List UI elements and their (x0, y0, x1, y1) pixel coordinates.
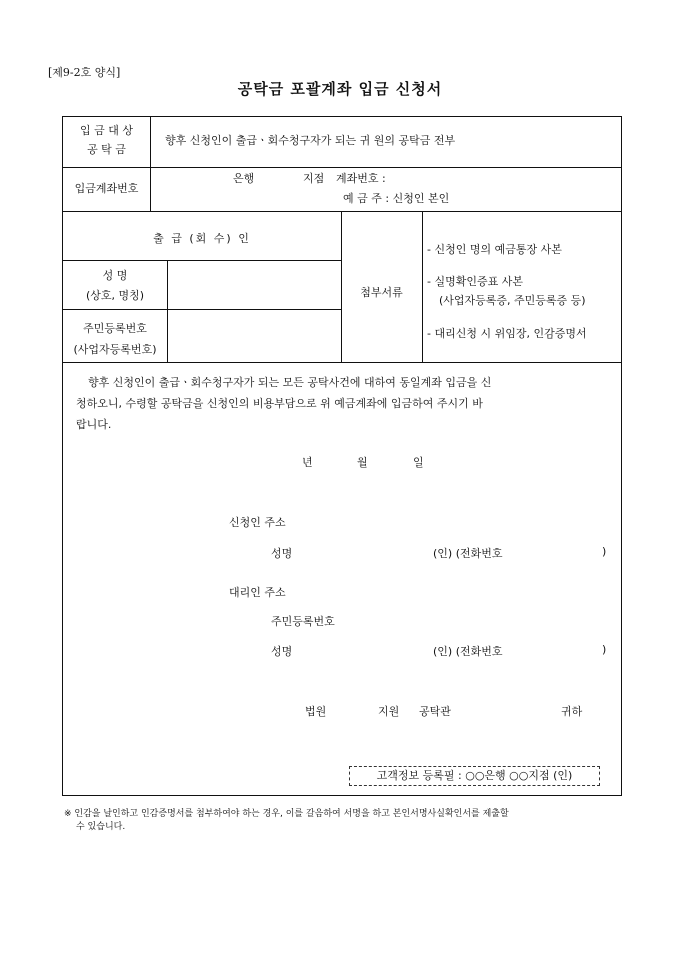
deposit-target-value: 향후 신청인이 출급ㆍ회수청구자가 되는 귀 원의 공탁금 전부 (165, 134, 456, 147)
divider (63, 362, 621, 363)
account-number-label: 입금계좌번호 (74, 182, 139, 195)
claimant-name-label: (상호, 명칭) (85, 289, 145, 302)
divider (63, 167, 621, 168)
recipient-officer: 공탁관 (419, 705, 451, 718)
footnote-line: 수 있습니다. (76, 822, 126, 832)
agent-id-label: 주민등록번호 (271, 615, 335, 628)
date-month[interactable]: 월 (357, 456, 368, 469)
applicant-address-label: 신청인 주소 (229, 516, 286, 529)
applicant-phone-close: ) (602, 545, 607, 558)
claimant-id-label: 주민등록번호 (83, 322, 147, 335)
attachments-label: 첨부서류 (360, 286, 403, 299)
date-day[interactable]: 일 (413, 456, 424, 469)
request-text: 향후 신청인이 출급ㆍ회수청구자가 되는 모든 공탁사건에 대하여 동일계좌 입금을 신 (88, 376, 492, 389)
footnote (64, 808, 624, 834)
recipient-branch: 지원 (378, 705, 400, 718)
agent-seal-phone[interactable]: (인) (전화번호 (433, 645, 503, 658)
bank-field[interactable]: 은행 (233, 172, 255, 185)
attachment-item: - 대리신청 시 위임장, 인감증명서 (427, 327, 587, 340)
attachment-item: - 실명확인증표 사본 (427, 275, 523, 288)
claimant-id-field[interactable] (168, 310, 340, 360)
attachment-item: - 신청인 명의 예금통장 사본 (427, 243, 562, 256)
recipient-court: 법원 (305, 705, 327, 718)
applicant-seal-phone[interactable]: (인) (전화번호 (433, 547, 503, 560)
branch-field[interactable]: 지점 (303, 172, 325, 185)
recipient-suffix: 귀하 (561, 705, 583, 718)
form-number: [제9-2호 양식] (48, 66, 121, 79)
claimant-id-label: (사업자등록번호) (73, 343, 157, 356)
claimant-name-field[interactable] (168, 260, 340, 308)
divider (63, 211, 621, 212)
agent-phone-close: ) (602, 643, 607, 656)
footnote-line: ※ 인감을 날인하고 인감증명서를 첨부하여야 하는 경우, 이를 갈음하여 서명을 하고 본인서명사실확인서를 제출할 (64, 809, 509, 819)
account-number-field[interactable]: 계좌번호 : (336, 172, 386, 185)
request-text: 랍니다. (76, 418, 112, 431)
request-text: 청하오니, 수령할 공탁금을 신청인의 비용부담으로 위 예금계좌에 입금하여 주시기 바 (76, 397, 483, 410)
customer-registration-stamp: 고객정보 등록필 : ○○은행 ○○지점 (인) (349, 766, 600, 786)
agent-name-label: 성명 (271, 645, 293, 658)
application-form-frame (62, 116, 622, 796)
claimant-name-label: 성 명 (102, 269, 128, 282)
date-year[interactable]: 년 (302, 456, 313, 469)
deposit-target-label: 공 탁 금 (87, 143, 126, 156)
divider (150, 117, 151, 211)
divider (422, 211, 423, 362)
attachment-item: (사업자등록증, 주민등록증 등) (439, 294, 586, 307)
applicant-name-label: 성명 (271, 547, 293, 560)
page-title: 공탁금 포괄계좌 입금 신청서 (237, 80, 443, 98)
account-holder: 예 금 주 : 신청인 본인 (343, 192, 450, 205)
claimant-header: 출 급 (회 수) 인 (153, 232, 251, 245)
agent-address-label: 대리인 주소 (229, 586, 286, 599)
deposit-target-label: 입 금 대 상 (80, 124, 133, 137)
